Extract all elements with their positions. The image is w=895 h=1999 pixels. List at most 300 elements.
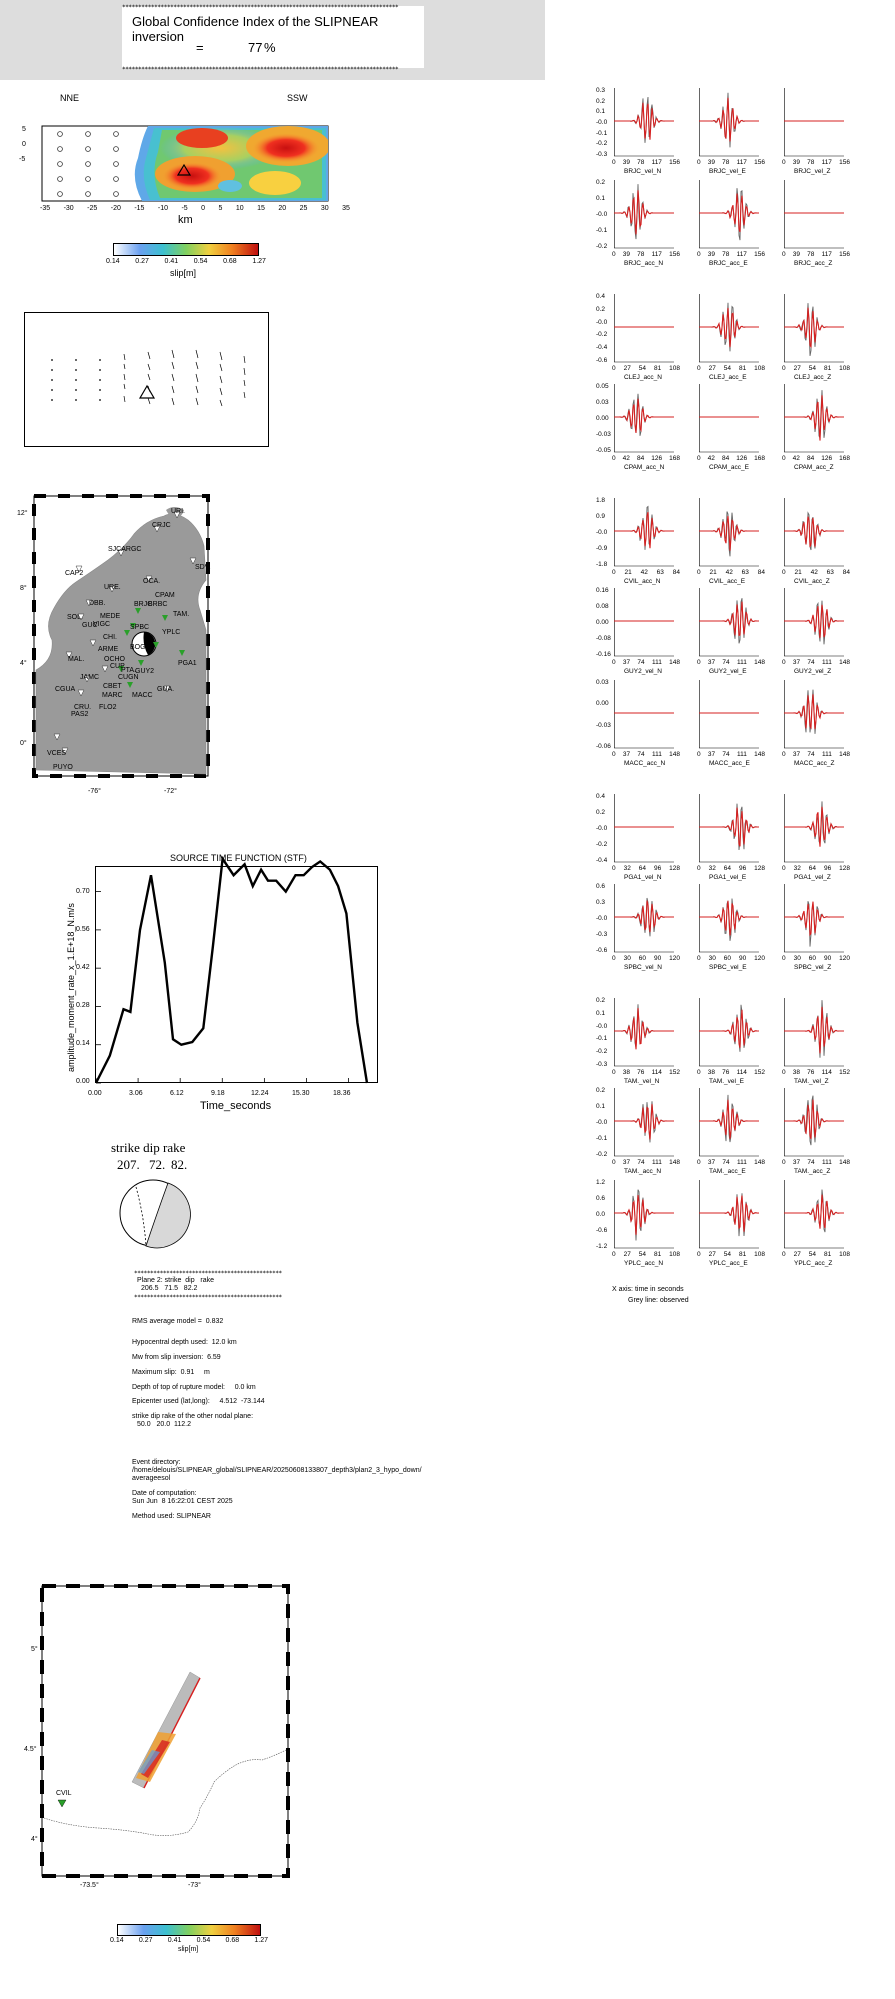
waveform-x-tick: 63	[656, 569, 664, 576]
waveform-x-tick: 32	[623, 865, 631, 872]
station-label: CGUA	[55, 686, 76, 693]
waveform-x-tick: 117	[736, 159, 747, 166]
rupture-colorbar	[117, 1924, 261, 1936]
waveform-x-tick: 0	[612, 659, 616, 666]
waveform-x-tick: 63	[741, 569, 749, 576]
waveform-x-tick: 108	[839, 365, 850, 372]
waveform-label: CLEJ_acc_Z	[794, 374, 832, 381]
station-label: FLO2	[99, 704, 117, 711]
waveform-x-ticks	[612, 455, 680, 462]
slip-colorbar-ticks	[106, 258, 266, 265]
waveform-y-tick: 0.3	[596, 899, 606, 906]
observed-trace	[699, 1005, 759, 1052]
waveform-x-tick: 63	[826, 569, 834, 576]
slip-x-tick: 5	[218, 205, 223, 212]
waveform-x-tick: 0	[612, 159, 616, 166]
waveform-y-tick: -0.0	[596, 915, 608, 922]
waveform-y-tick: -0.1	[596, 1135, 608, 1142]
waveform-x-ticks	[697, 751, 765, 758]
station-label: TAM.	[173, 611, 190, 618]
beachball	[116, 1176, 190, 1250]
waveform-label: BRJC_vel_E	[709, 168, 746, 175]
slip-x-tick: 15	[257, 205, 265, 212]
slip-x-tick: -5	[181, 205, 188, 212]
waveform-x-tick: 0	[697, 1159, 701, 1166]
waveform-x-tick: 0	[697, 365, 701, 372]
max-slip: Maximum slip: 0.91 m	[132, 1369, 210, 1376]
waveform-plot	[784, 1178, 846, 1250]
map-lat-tick: 4°	[20, 660, 27, 667]
synthetic-trace	[699, 98, 759, 142]
waveform-label: PGA1_vel_Z	[794, 874, 831, 881]
waveform-plot	[699, 382, 761, 454]
waveform-y-tick: 0.03	[596, 679, 609, 686]
waveform-x-tick: 64	[808, 865, 816, 872]
stf-x-tick: 6.12	[170, 1090, 184, 1097]
waveform-plot	[699, 86, 761, 158]
waveform-y-tick: 0.4	[596, 293, 606, 300]
waveform-y-tick: -0.0	[596, 211, 608, 218]
waveform-note-axis: X axis: time in seconds	[612, 1286, 684, 1293]
star-line-top: **************************************************************************************	[122, 4, 399, 11]
waveform-label: YPLC_acc_Z	[794, 1260, 833, 1267]
rms-value: RMS average model = 0.832	[132, 1318, 224, 1325]
waveform-label: SPBC_vel_E	[709, 964, 747, 971]
waveform-x-tick: 168	[754, 455, 765, 462]
waveform-x-tick: 74	[637, 1159, 645, 1166]
waveform-x-ticks	[612, 1251, 680, 1258]
waveform-x-tick: 148	[669, 659, 680, 666]
waveform-plot	[614, 292, 676, 364]
waveform-x-tick: 96	[823, 865, 832, 872]
station-label: CPAM	[155, 592, 175, 599]
waveform-y-tick: 0.2	[596, 997, 606, 1004]
results-star-line: **********************************************	[134, 1294, 282, 1301]
rupture-colorbar-label: slip[m]	[178, 1946, 199, 1953]
waveform-x-tick: 78	[807, 251, 815, 258]
station-label: DBB.	[89, 600, 106, 607]
waveform-x-tick: 78	[637, 251, 645, 258]
waveform-x-tick: 0	[782, 865, 786, 872]
stf-x-tick: 18.36	[333, 1090, 351, 1097]
waveform-x-tick: 76	[722, 1069, 730, 1076]
waveform-y-tick: -0.2	[596, 140, 608, 148]
waveform-label: GUY2_vel_N	[624, 668, 662, 675]
event-directory-path: /home/delouis/SLIPNEAR_global/SLIPNEAR/20250608133807_depth3/plan2_3_hypo_down/	[132, 1467, 422, 1474]
waveform-x-tick: 37	[707, 751, 716, 758]
waveform-x-ticks	[697, 955, 765, 962]
waveform-label: BRJC_acc_Z	[794, 260, 833, 267]
waveform-x-ticks	[697, 865, 765, 872]
waveform-x-ticks	[612, 955, 680, 962]
waveform-x-tick: 38	[792, 1069, 801, 1076]
waveform-x-tick: 42	[810, 569, 818, 576]
waveform-x-tick: 60	[723, 955, 731, 962]
waveform-x-ticks	[782, 455, 850, 462]
waveform-x-tick: 128	[754, 865, 765, 872]
waveform-y-tick: -0.6	[596, 357, 608, 364]
rupture-colorbar-ticks	[110, 1937, 268, 1944]
station-label: PUYO	[53, 764, 73, 771]
waveform-plot	[699, 292, 761, 364]
waveform-x-tick: 30	[793, 955, 801, 962]
waveform-x-tick: 111	[736, 751, 747, 758]
station-label: URE.	[104, 584, 121, 591]
waveform-label: CLEJ_acc_E	[709, 374, 747, 381]
colorbar-tick: 0.68	[223, 258, 237, 265]
waveform-x-tick: 156	[669, 251, 680, 258]
waveform-x-tick: 0	[782, 1251, 786, 1258]
waveform-x-tick: 148	[669, 751, 680, 758]
other-plane-header: strike dip rake of the other nodal plane:	[132, 1413, 254, 1420]
waveform-x-ticks	[612, 1159, 680, 1166]
station-label: CHI.	[103, 634, 117, 641]
stf-x-label: Time_seconds	[200, 1100, 272, 1112]
waveform-x-tick: 74	[722, 659, 730, 666]
slip-y-tick: 0	[22, 141, 26, 148]
waveform-label: MACC_acc_N	[624, 760, 666, 767]
waveform-x-tick: 42	[792, 455, 800, 462]
waveform-x-tick: 0	[612, 751, 616, 758]
map-lon-tick: -72°	[164, 788, 177, 795]
waveform-y-tick: 0.6	[596, 883, 606, 890]
waveform-x-ticks	[782, 251, 850, 258]
waveform-x-ticks	[782, 659, 850, 666]
waveform-y-tick: 0.00	[596, 619, 609, 626]
waveform-y-tick: -0.2	[596, 1151, 608, 1158]
waveform-x-tick: 42	[640, 569, 648, 576]
waveform-label: CVIL_acc_E	[709, 578, 746, 585]
waveform-x-tick: 0	[782, 1159, 786, 1166]
waveform-x-tick: 117	[651, 159, 662, 166]
waveform-label: GUY2_vel_Z	[794, 668, 832, 675]
station-label: BRJC	[134, 601, 153, 608]
waveform-plot	[784, 292, 846, 364]
waveform-x-tick: 111	[821, 659, 832, 666]
slip-vector-panel	[24, 312, 274, 450]
stf-y-tick: 0.14	[76, 1040, 90, 1047]
waveform-x-tick: 74	[722, 1159, 730, 1166]
synthetic-trace	[784, 902, 844, 935]
stf-y-tick: 0.00	[76, 1078, 90, 1085]
synthetic-trace	[784, 1007, 844, 1053]
synthetic-trace	[614, 103, 674, 140]
rupture-map-station-label: CVIL	[56, 1790, 72, 1797]
slip-x-tick: 20	[278, 205, 287, 212]
map-lat-tick: 8°	[20, 585, 27, 592]
slip-x-tick: 30	[320, 205, 329, 212]
slip-x-tick: 0	[201, 205, 206, 212]
slip-x-ticks	[40, 205, 350, 212]
slip-left-direction: NNE	[60, 93, 80, 103]
waveform-x-tick: 76	[807, 1069, 815, 1076]
waveform-x-tick: 54	[723, 365, 731, 372]
station-label: CRJC	[152, 522, 171, 529]
waveform-label: SPBC_vel_N	[624, 964, 662, 971]
waveform-plot	[784, 586, 846, 658]
rupture-map-lat-tick: 4.5°	[24, 1746, 37, 1753]
waveform-x-tick: 0	[697, 455, 701, 462]
station-label: CBET	[103, 683, 122, 690]
waveform-y-tick: -0.4	[596, 857, 608, 864]
rupture-map	[38, 1582, 294, 1882]
waveform-label: PGA1_vel_N	[624, 874, 662, 881]
waveform-x-tick: 0	[782, 751, 786, 758]
waveform-label: YPLC_acc_E	[709, 1260, 748, 1267]
waveform-x-tick: 0	[612, 1251, 616, 1258]
waveform-x-tick: 81	[653, 1251, 662, 1258]
waveform-plot	[784, 792, 846, 864]
beachball-strike: 207.	[117, 1157, 140, 1172]
rupture-map-lon-tick: -73.5°	[80, 1882, 99, 1889]
slip-y-tick: 5	[22, 126, 26, 133]
waveform-label: CLEJ_acc_N	[624, 374, 662, 381]
colorbar-tick: 0.41	[164, 258, 179, 265]
waveform-x-ticks	[782, 955, 850, 962]
waveform-x-tick: 37	[707, 1159, 716, 1166]
waveform-x-tick: 128	[669, 865, 680, 872]
stf-x-tick: 3.06	[129, 1090, 143, 1097]
waveform-x-tick: 152	[754, 1069, 765, 1076]
waveform-x-tick: 96	[653, 865, 662, 872]
waveform-panel	[596, 86, 891, 1276]
observed-trace	[784, 390, 844, 438]
waveform-x-ticks	[612, 865, 680, 872]
waveform-x-ticks	[697, 1069, 765, 1076]
stf-y-label: amplitude_moment_rate_x_1.E+18_N.m/s	[66, 903, 76, 1072]
waveform-x-tick: 81	[823, 1251, 832, 1258]
waveform-x-tick: 111	[736, 1159, 747, 1166]
waveform-plot	[614, 382, 676, 454]
waveform-x-tick: 108	[754, 365, 765, 372]
waveform-x-tick: 128	[839, 865, 850, 872]
stf-y-tick: 0.28	[76, 1002, 90, 1009]
waveform-x-tick: 0	[697, 569, 701, 576]
waveform-label: GUY2_vel_E	[709, 668, 747, 675]
waveform-y-tick: 0.3	[596, 87, 606, 94]
waveform-x-tick: 27	[793, 1251, 801, 1258]
waveform-plot	[699, 996, 761, 1068]
waveform-plot	[784, 86, 846, 158]
waveform-x-tick: 0	[697, 1251, 701, 1258]
waveform-y-tick: 0.00	[596, 700, 609, 708]
waveform-label: BRJC_vel_Z	[794, 168, 831, 175]
waveform-y-tick: -0.4	[596, 344, 608, 352]
waveform-plot	[784, 996, 846, 1068]
stf-x-tick: 9.18	[211, 1090, 225, 1097]
waveform-x-tick: 38	[707, 1069, 716, 1076]
computation-date: Sun Jun 8 16:22:01 CEST 2025	[132, 1498, 233, 1505]
waveform-y-tick: -0.2	[596, 243, 608, 250]
waveform-x-tick: 120	[839, 955, 850, 962]
slip-x-tick: -20	[110, 205, 121, 212]
waveform-label: TAM._vel_Z	[794, 1078, 829, 1085]
plane2-values: 206.5 71.5 82.2	[141, 1285, 198, 1292]
colorbar-tick: 0.54	[196, 1937, 211, 1944]
station-label: MARC	[102, 692, 123, 699]
waveform-plot	[614, 996, 676, 1068]
waveform-x-ticks	[612, 1069, 680, 1076]
waveform-x-tick: 108	[839, 1251, 850, 1258]
waveform-x-tick: 74	[637, 659, 645, 666]
waveform-x-tick: 84	[636, 455, 645, 462]
waveform-y-tick: -0.2	[596, 1048, 608, 1056]
waveform-x-tick: 0	[612, 365, 616, 372]
waveform-x-tick: 78	[807, 159, 815, 166]
waveform-x-ticks	[612, 159, 680, 166]
waveform-y-tick: -0.0	[596, 1022, 608, 1030]
slip-x-tick: -25	[87, 205, 98, 212]
waveform-x-tick: 0	[782, 659, 786, 666]
stf-chart	[95, 866, 380, 1088]
waveform-label: SPBC_vel_Z	[794, 964, 832, 971]
station-label: OCA.	[143, 578, 161, 585]
beachball-dip: 72.	[149, 1157, 166, 1172]
station-label: MAL.	[68, 656, 85, 663]
waveform-x-ticks	[782, 1159, 850, 1166]
waveform-x-tick: 0	[697, 659, 701, 666]
station-label: PTA.	[121, 667, 137, 674]
waveform-x-tick: 37	[622, 751, 631, 758]
waveform-x-tick: 148	[669, 1159, 680, 1166]
waveform-x-tick: 156	[754, 159, 765, 166]
waveform-x-ticks	[612, 751, 680, 758]
waveform-y-tick: -0.0	[596, 318, 608, 326]
waveform-x-ticks	[612, 659, 680, 666]
waveform-x-ticks	[697, 659, 765, 666]
station-label: VCES	[47, 750, 67, 757]
waveform-x-tick: 74	[807, 659, 815, 666]
waveform-plot	[614, 678, 676, 750]
station-label: ARME	[98, 646, 119, 653]
waveform-plot	[614, 1086, 676, 1158]
waveform-x-tick: 0	[782, 159, 786, 166]
waveform-x-ticks	[697, 1251, 765, 1258]
waveform-x-tick: 156	[839, 251, 850, 258]
waveform-x-tick: 42	[725, 569, 733, 576]
waveform-y-tick: -0.0	[596, 1119, 608, 1126]
waveform-x-tick: 37	[792, 1159, 801, 1166]
waveform-x-ticks	[782, 1251, 850, 1258]
waveform-x-ticks	[697, 569, 765, 576]
waveform-x-tick: 0	[697, 865, 701, 872]
synthetic-trace	[784, 807, 844, 847]
waveform-x-tick: 74	[722, 751, 730, 758]
waveform-x-tick: 37	[792, 659, 801, 666]
waveform-x-tick: 90	[823, 955, 832, 962]
waveform-y-tick: -0.16	[596, 651, 611, 658]
synthetic-trace	[614, 512, 674, 548]
station-label: CAP2	[65, 570, 84, 577]
waveform-y-tick: -0.1	[596, 227, 608, 234]
confidence-title: Global Confidence Index of the SLIPNEAR inversion	[132, 14, 379, 44]
method-used: Method used: SLIPNEAR	[132, 1513, 211, 1520]
waveform-x-tick: 111	[651, 751, 662, 758]
station-label: OCHO	[104, 656, 125, 663]
waveform-label: YPLC_acc_N	[624, 1260, 664, 1267]
waveform-plot	[784, 496, 846, 568]
waveform-x-tick: 39	[622, 251, 631, 258]
confidence-equals: =	[196, 40, 204, 55]
waveform-label: BRJC_acc_N	[624, 260, 664, 267]
waveform-x-tick: 120	[754, 955, 765, 962]
waveform-x-tick: 54	[808, 1251, 816, 1258]
station-label: JAMC	[80, 674, 100, 681]
waveform-plot	[614, 496, 676, 568]
waveform-x-tick: 168	[839, 455, 850, 462]
waveform-x-tick: 148	[754, 659, 765, 666]
waveform-y-tick: 0.00	[596, 415, 609, 422]
station-label: MACC	[132, 692, 153, 699]
waveform-y-tick: -0.3	[596, 931, 608, 938]
beachball-header: strike dip rake	[111, 1140, 186, 1155]
waveform-y-tick: -0.0	[596, 529, 608, 536]
waveform-label: CPAM_acc_N	[624, 464, 665, 471]
waveform-x-tick: 0	[612, 251, 616, 258]
waveform-label: CVIL_acc_N	[624, 578, 661, 585]
waveform-x-tick: 168	[669, 455, 680, 462]
waveform-y-tick: -1.8	[596, 561, 608, 568]
station-label: SOL.	[67, 614, 83, 621]
waveform-y-tick: 0.2	[596, 97, 606, 105]
waveform-plot	[699, 792, 761, 864]
waveform-x-ticks	[697, 251, 765, 258]
waveform-x-tick: 21	[624, 569, 632, 576]
slip-x-tick: -30	[63, 205, 74, 212]
waveform-x-tick: 64	[723, 865, 731, 872]
waveform-plot	[784, 1086, 846, 1158]
waveform-x-tick: 0	[782, 1069, 786, 1076]
waveform-label: CPAM_acc_E	[709, 464, 749, 471]
synthetic-trace	[614, 1104, 674, 1139]
top-rupture-depth: Depth of top of rupture model: 0.0 km	[132, 1384, 256, 1391]
waveform-y-tick: -0.6	[596, 947, 608, 954]
waveform-y-tick: 0.6	[596, 1195, 606, 1202]
waveform-x-tick: 84	[672, 569, 680, 576]
waveform-x-tick: 60	[808, 955, 816, 962]
waveform-x-tick: 32	[708, 865, 716, 872]
waveform-x-ticks	[782, 1069, 850, 1076]
synthetic-trace	[699, 194, 759, 233]
waveform-x-tick: 81	[653, 365, 662, 372]
station-label: MEDE	[100, 613, 121, 620]
slip-x-label: km	[178, 214, 193, 226]
station-label: GUA.	[157, 686, 175, 693]
results-star-line: **********************************************	[134, 1270, 282, 1277]
waveform-y-tick: 0.2	[596, 1087, 606, 1094]
waveform-x-tick: 74	[807, 751, 815, 758]
waveform-y-tick: 0.05	[596, 383, 609, 390]
synthetic-trace	[784, 605, 844, 638]
waveform-note-observed: Grey line: observed	[628, 1297, 689, 1304]
slip-colorbar-label: slip[m]	[170, 268, 197, 278]
waveform-x-tick: 148	[839, 751, 850, 758]
waveform-x-tick: 108	[669, 1251, 680, 1258]
waveform-x-tick: 0	[697, 955, 701, 962]
station-label: BRBC	[148, 601, 168, 608]
waveform-x-tick: 148	[839, 1159, 850, 1166]
waveform-x-tick: 0	[782, 569, 786, 576]
slip-x-tick: -10	[157, 205, 169, 212]
waveform-y-tick: -0.2	[596, 841, 608, 848]
waveform-y-tick: -1.2	[596, 1243, 608, 1250]
waveform-x-tick: 37	[792, 751, 801, 758]
waveform-x-tick: 30	[708, 955, 716, 962]
waveform-x-tick: 0	[612, 955, 616, 962]
station-label: YPLC	[162, 629, 181, 636]
rupture-map-lat-tick: 5°	[31, 1646, 38, 1653]
synthetic-trace	[614, 399, 674, 433]
